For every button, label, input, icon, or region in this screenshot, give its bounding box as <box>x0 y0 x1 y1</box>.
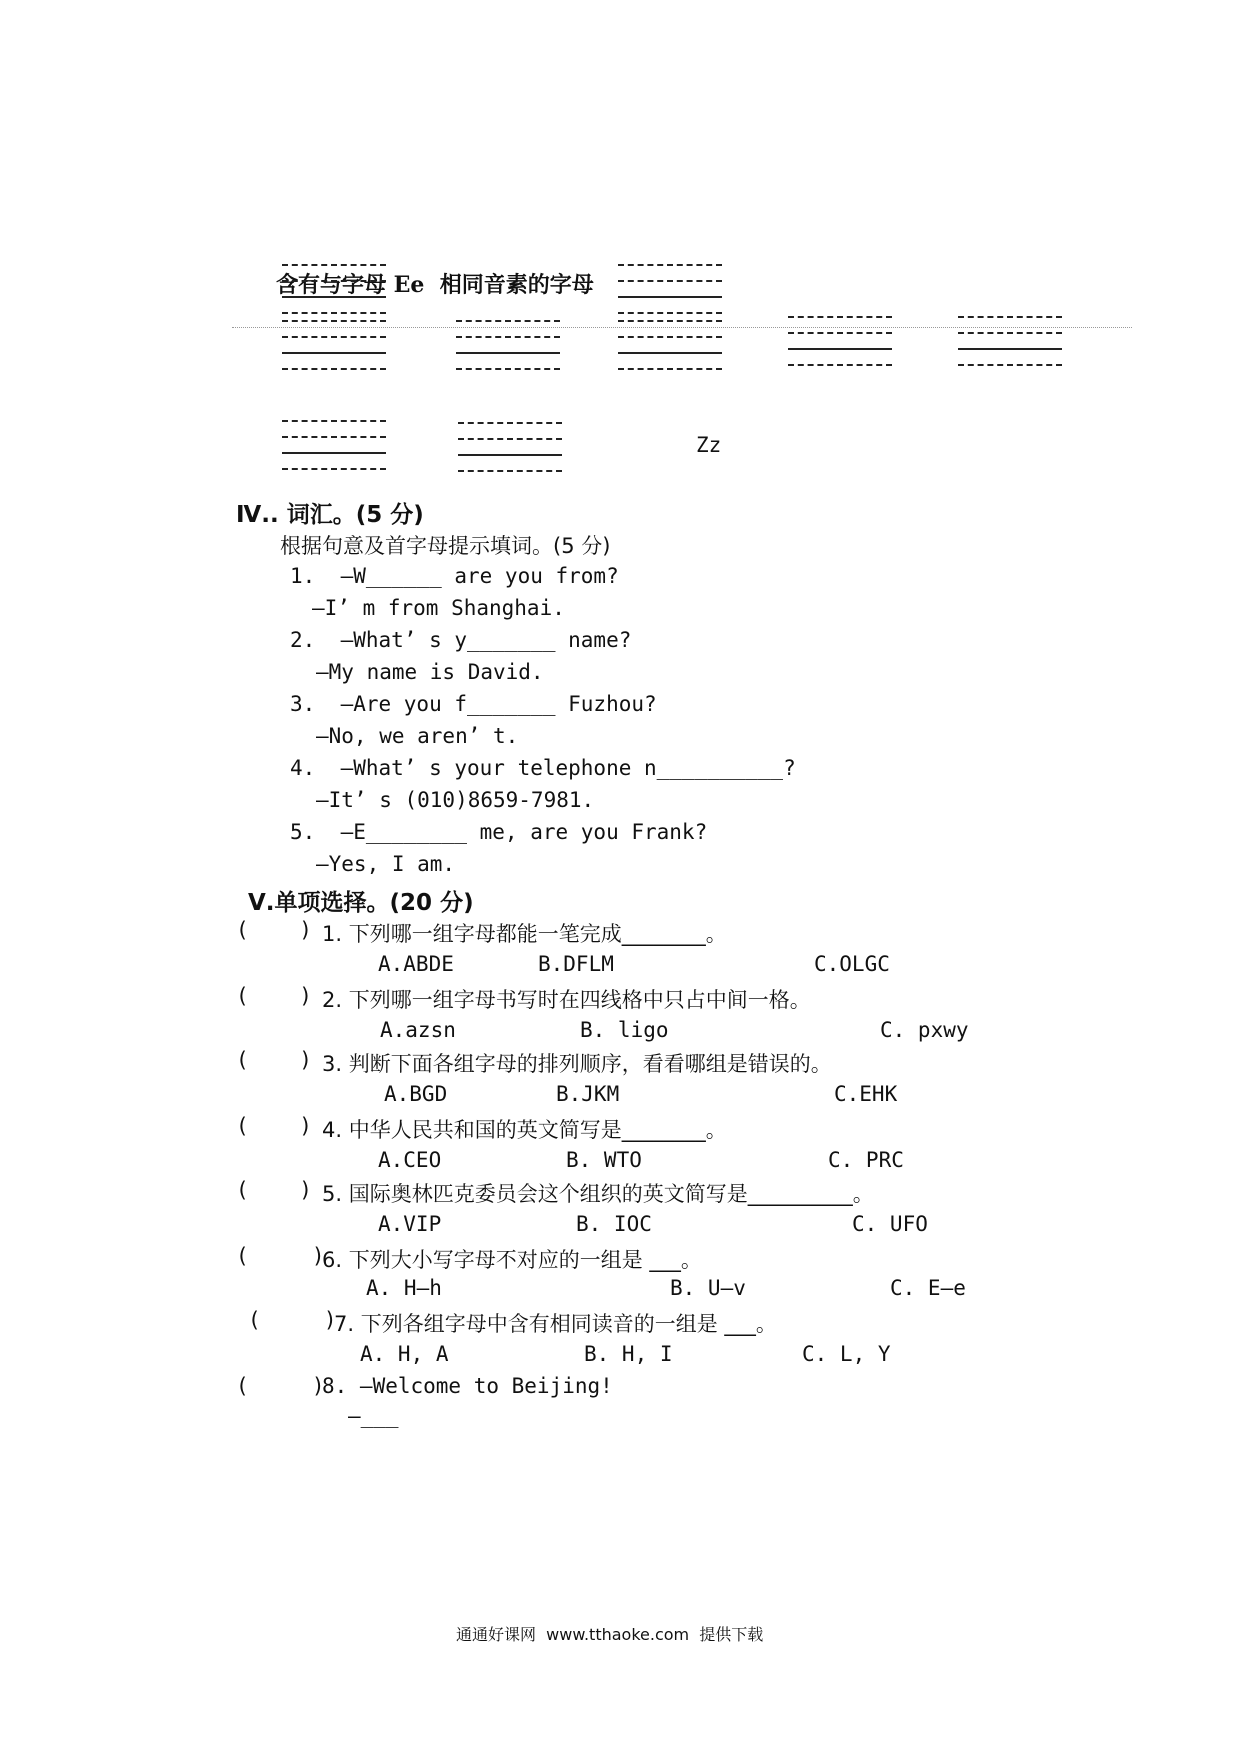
option-c: C. L, Y <box>802 1342 891 1366</box>
option-a: A.BGD <box>384 1082 448 1106</box>
mc-question-3: 3. 判断下面各组字母的排列顺序，看看哪组是错误的。 <box>322 1052 832 1076</box>
option-c: C. pxwy <box>880 1018 969 1042</box>
section-4-title: Ⅳ.. 词汇。(5 分) <box>236 502 424 528</box>
vocab-question-1: 1. —W______ are you from? <box>290 564 619 588</box>
option-b: B. U—v <box>670 1276 746 1300</box>
answer-paren[interactable]: ( ) <box>236 1178 312 1202</box>
letter-zz: Zz <box>696 433 722 457</box>
answer-paren[interactable]: ( ) <box>236 1114 312 1138</box>
mc-question-1: 1. 下列哪一组字母都能一笔完成________。 <box>322 922 727 946</box>
option-c: C.OLGC <box>814 952 890 976</box>
vocab-answer-5: —Yes, I am. <box>316 852 456 876</box>
footer-credit: 通通好课网 www.tthaoke.com 提供下载 <box>456 1625 764 1644</box>
vocab-answer-4: —It’ s (010)8659-7981. <box>316 788 595 812</box>
option-a: A. H, A <box>360 1342 449 1366</box>
vocab-answer-2: —My name is David. <box>316 660 544 684</box>
four-line-box[interactable] <box>282 412 386 474</box>
four-line-box[interactable] <box>456 312 560 374</box>
vocab-question-3: 3. —Are you f_______ Fuzhou? <box>290 692 657 716</box>
four-line-box[interactable] <box>282 312 386 374</box>
answer-paren[interactable]: ( ) <box>236 1374 325 1398</box>
answer-paren[interactable]: ( ) <box>236 918 312 942</box>
option-a: A.CEO <box>378 1148 442 1172</box>
vocab-question-4: 4. —What’ s your telephone n__________? <box>290 756 796 780</box>
option-b: B.JKM <box>556 1082 620 1106</box>
mc-question-7: 7. 下列各组字母中含有相同读音的一组是 ___。 <box>334 1312 777 1336</box>
option-a: A.VIP <box>378 1212 442 1236</box>
four-line-box[interactable] <box>618 256 722 318</box>
mc-question-5: 5. 国际奥林匹克委员会这个组织的英文简写是__________。 <box>322 1182 874 1206</box>
option-a: A. H—h <box>366 1276 442 1300</box>
option-b: B.DFLM <box>538 952 614 976</box>
four-line-box[interactable] <box>788 308 892 370</box>
answer-blank-8: —___ <box>348 1404 399 1428</box>
option-a: A.ABDE <box>378 952 454 976</box>
option-c: C. PRC <box>828 1148 904 1172</box>
four-line-box[interactable] <box>282 256 386 318</box>
answer-paren[interactable]: ( ) <box>236 984 312 1008</box>
vocab-answer-1: —I’ m from Shanghai. <box>312 596 565 620</box>
option-b: B. IOC <box>576 1212 652 1236</box>
option-c: C.EHK <box>834 1082 898 1106</box>
answer-paren[interactable]: ( ) <box>236 1244 325 1268</box>
section-5-title: Ⅴ.单项选择。(20 分) <box>248 890 474 916</box>
option-c: C. E—e <box>890 1276 966 1300</box>
option-a: A.azsn <box>380 1018 456 1042</box>
letter-sound-title: 含有与字母 Ee 相同音素的字母 <box>276 272 594 298</box>
option-c: C. UFO <box>852 1212 928 1236</box>
mc-question-2: 2. 下列哪一组字母书写时在四线格中只占中间一格。 <box>322 988 811 1012</box>
option-b: B. H, I <box>584 1342 673 1366</box>
section-4-instruction: 根据句意及首字母提示填词。(5 分) <box>280 534 611 558</box>
four-line-box[interactable] <box>618 312 722 374</box>
answer-paren[interactable]: ( ) <box>236 1048 312 1072</box>
four-line-box[interactable] <box>958 308 1062 370</box>
four-line-box[interactable] <box>458 414 562 476</box>
vocab-question-5: 5. —E________ me, are you Frank? <box>290 820 708 844</box>
vocab-question-2: 2. —What’ s y_______ name? <box>290 628 632 652</box>
mc-question-4: 4. 中华人民共和国的英文简写是________。 <box>322 1118 727 1142</box>
option-b: B. ligo <box>580 1018 669 1042</box>
mc-question-8: 8. —Welcome to Beijing! <box>322 1374 613 1398</box>
mc-question-6: 6. 下列大小写字母不对应的一组是 ___。 <box>322 1248 702 1272</box>
answer-paren[interactable]: ( ) <box>248 1308 337 1332</box>
option-b: B. WTO <box>566 1148 642 1172</box>
vocab-answer-3: —No, we aren’ t. <box>316 724 519 748</box>
